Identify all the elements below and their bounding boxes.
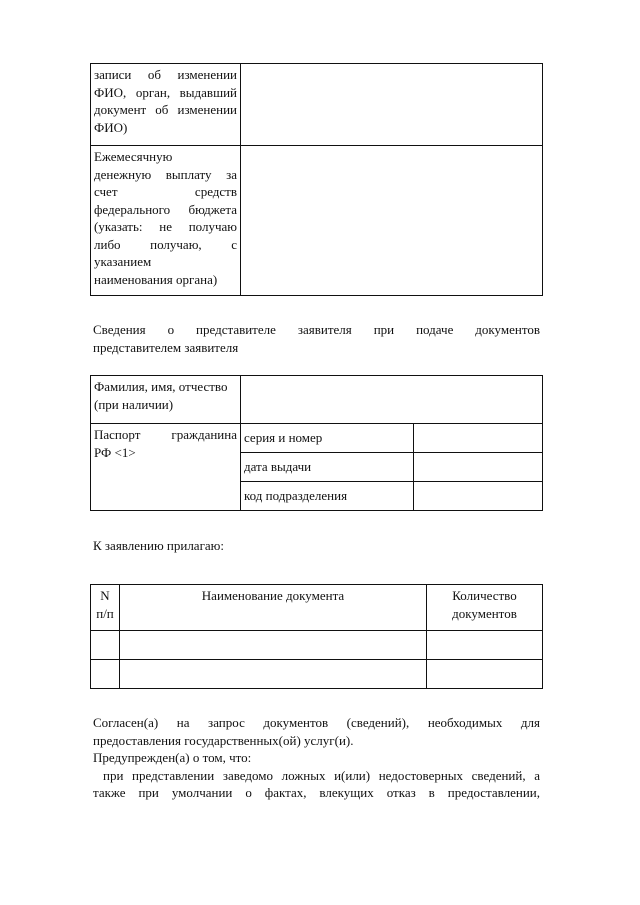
label-monthly-payment	[91, 146, 241, 296]
text-line: Количество	[452, 588, 517, 603]
text-line: ФИО, орган, выдавший	[94, 84, 237, 100]
text-line: документов	[452, 605, 517, 621]
table-cell[interactable]	[427, 660, 543, 689]
text-line: Сведения о представителе заявителя при подаче документов	[93, 322, 540, 337]
text-line: N	[100, 588, 110, 603]
table-cell[interactable]	[91, 660, 120, 689]
label-full-name	[91, 376, 241, 424]
text-line: также при умолчании о фактах, влекущих отказ в предоставлении,	[93, 785, 540, 800]
value-division-code[interactable]	[414, 482, 543, 511]
attachments-heading: К заявлению прилагаю:	[93, 538, 225, 553]
table-cell[interactable]	[120, 660, 427, 689]
label-division-code: код подразделения	[241, 482, 414, 511]
header-document-count	[427, 585, 543, 631]
table-applicant-extra	[90, 63, 543, 296]
table-attachments	[90, 584, 543, 689]
label-issue-date: дата выдачи	[241, 453, 414, 482]
table-cell[interactable]	[427, 631, 543, 660]
text-line: представителем заявителя	[93, 339, 239, 355]
text-line: Ежемесячную	[94, 149, 173, 164]
value-monthly-payment[interactable]	[241, 146, 543, 296]
text-line: документ об изменении	[94, 102, 237, 117]
value-series-number[interactable]	[414, 424, 543, 453]
text-line: записи об изменении	[94, 67, 237, 82]
warned-line: Предупрежден(а) о том, что:	[93, 750, 252, 765]
label-passport	[91, 424, 241, 511]
header-document-name: Наименование документа	[120, 585, 427, 631]
text-line: предоставления государственных(ой) услуг(и).	[93, 732, 354, 748]
label-series-number: серия и номер	[241, 424, 414, 453]
text-line: либо получаю, с	[94, 236, 237, 252]
table-representative	[90, 375, 543, 511]
text-line: РФ <1>	[94, 444, 136, 460]
text-line: наименования органа)	[94, 271, 218, 287]
text-line: указанием	[94, 254, 152, 269]
value-name-change-record[interactable]	[241, 64, 543, 146]
table-cell[interactable]	[91, 631, 120, 660]
text-line: Паспорт гражданина	[94, 427, 237, 442]
text-line: (при наличии)	[94, 396, 174, 412]
text-line: федерального бюджета	[94, 201, 237, 217]
representative-heading	[93, 321, 540, 356]
value-full-name[interactable]	[241, 376, 543, 424]
text-line: Фамилия, имя, отчество	[94, 379, 228, 394]
text-line: счет средств	[94, 184, 237, 199]
header-number	[91, 585, 120, 631]
consent-paragraph	[93, 714, 540, 802]
label-name-change-record	[91, 64, 241, 146]
text-line: ФИО)	[94, 119, 128, 135]
text-line: при представлении заведомо ложных и(или) недостоверных сведений, а	[103, 767, 540, 783]
text-line: п/п	[96, 605, 114, 621]
value-issue-date[interactable]	[414, 453, 543, 482]
text-line: денежную выплату за	[94, 166, 237, 182]
table-cell[interactable]	[120, 631, 427, 660]
text-line: (указать: не получаю	[94, 219, 237, 234]
text-line: Согласен(а) на запрос документов (сведений), необходимых для	[93, 715, 540, 730]
